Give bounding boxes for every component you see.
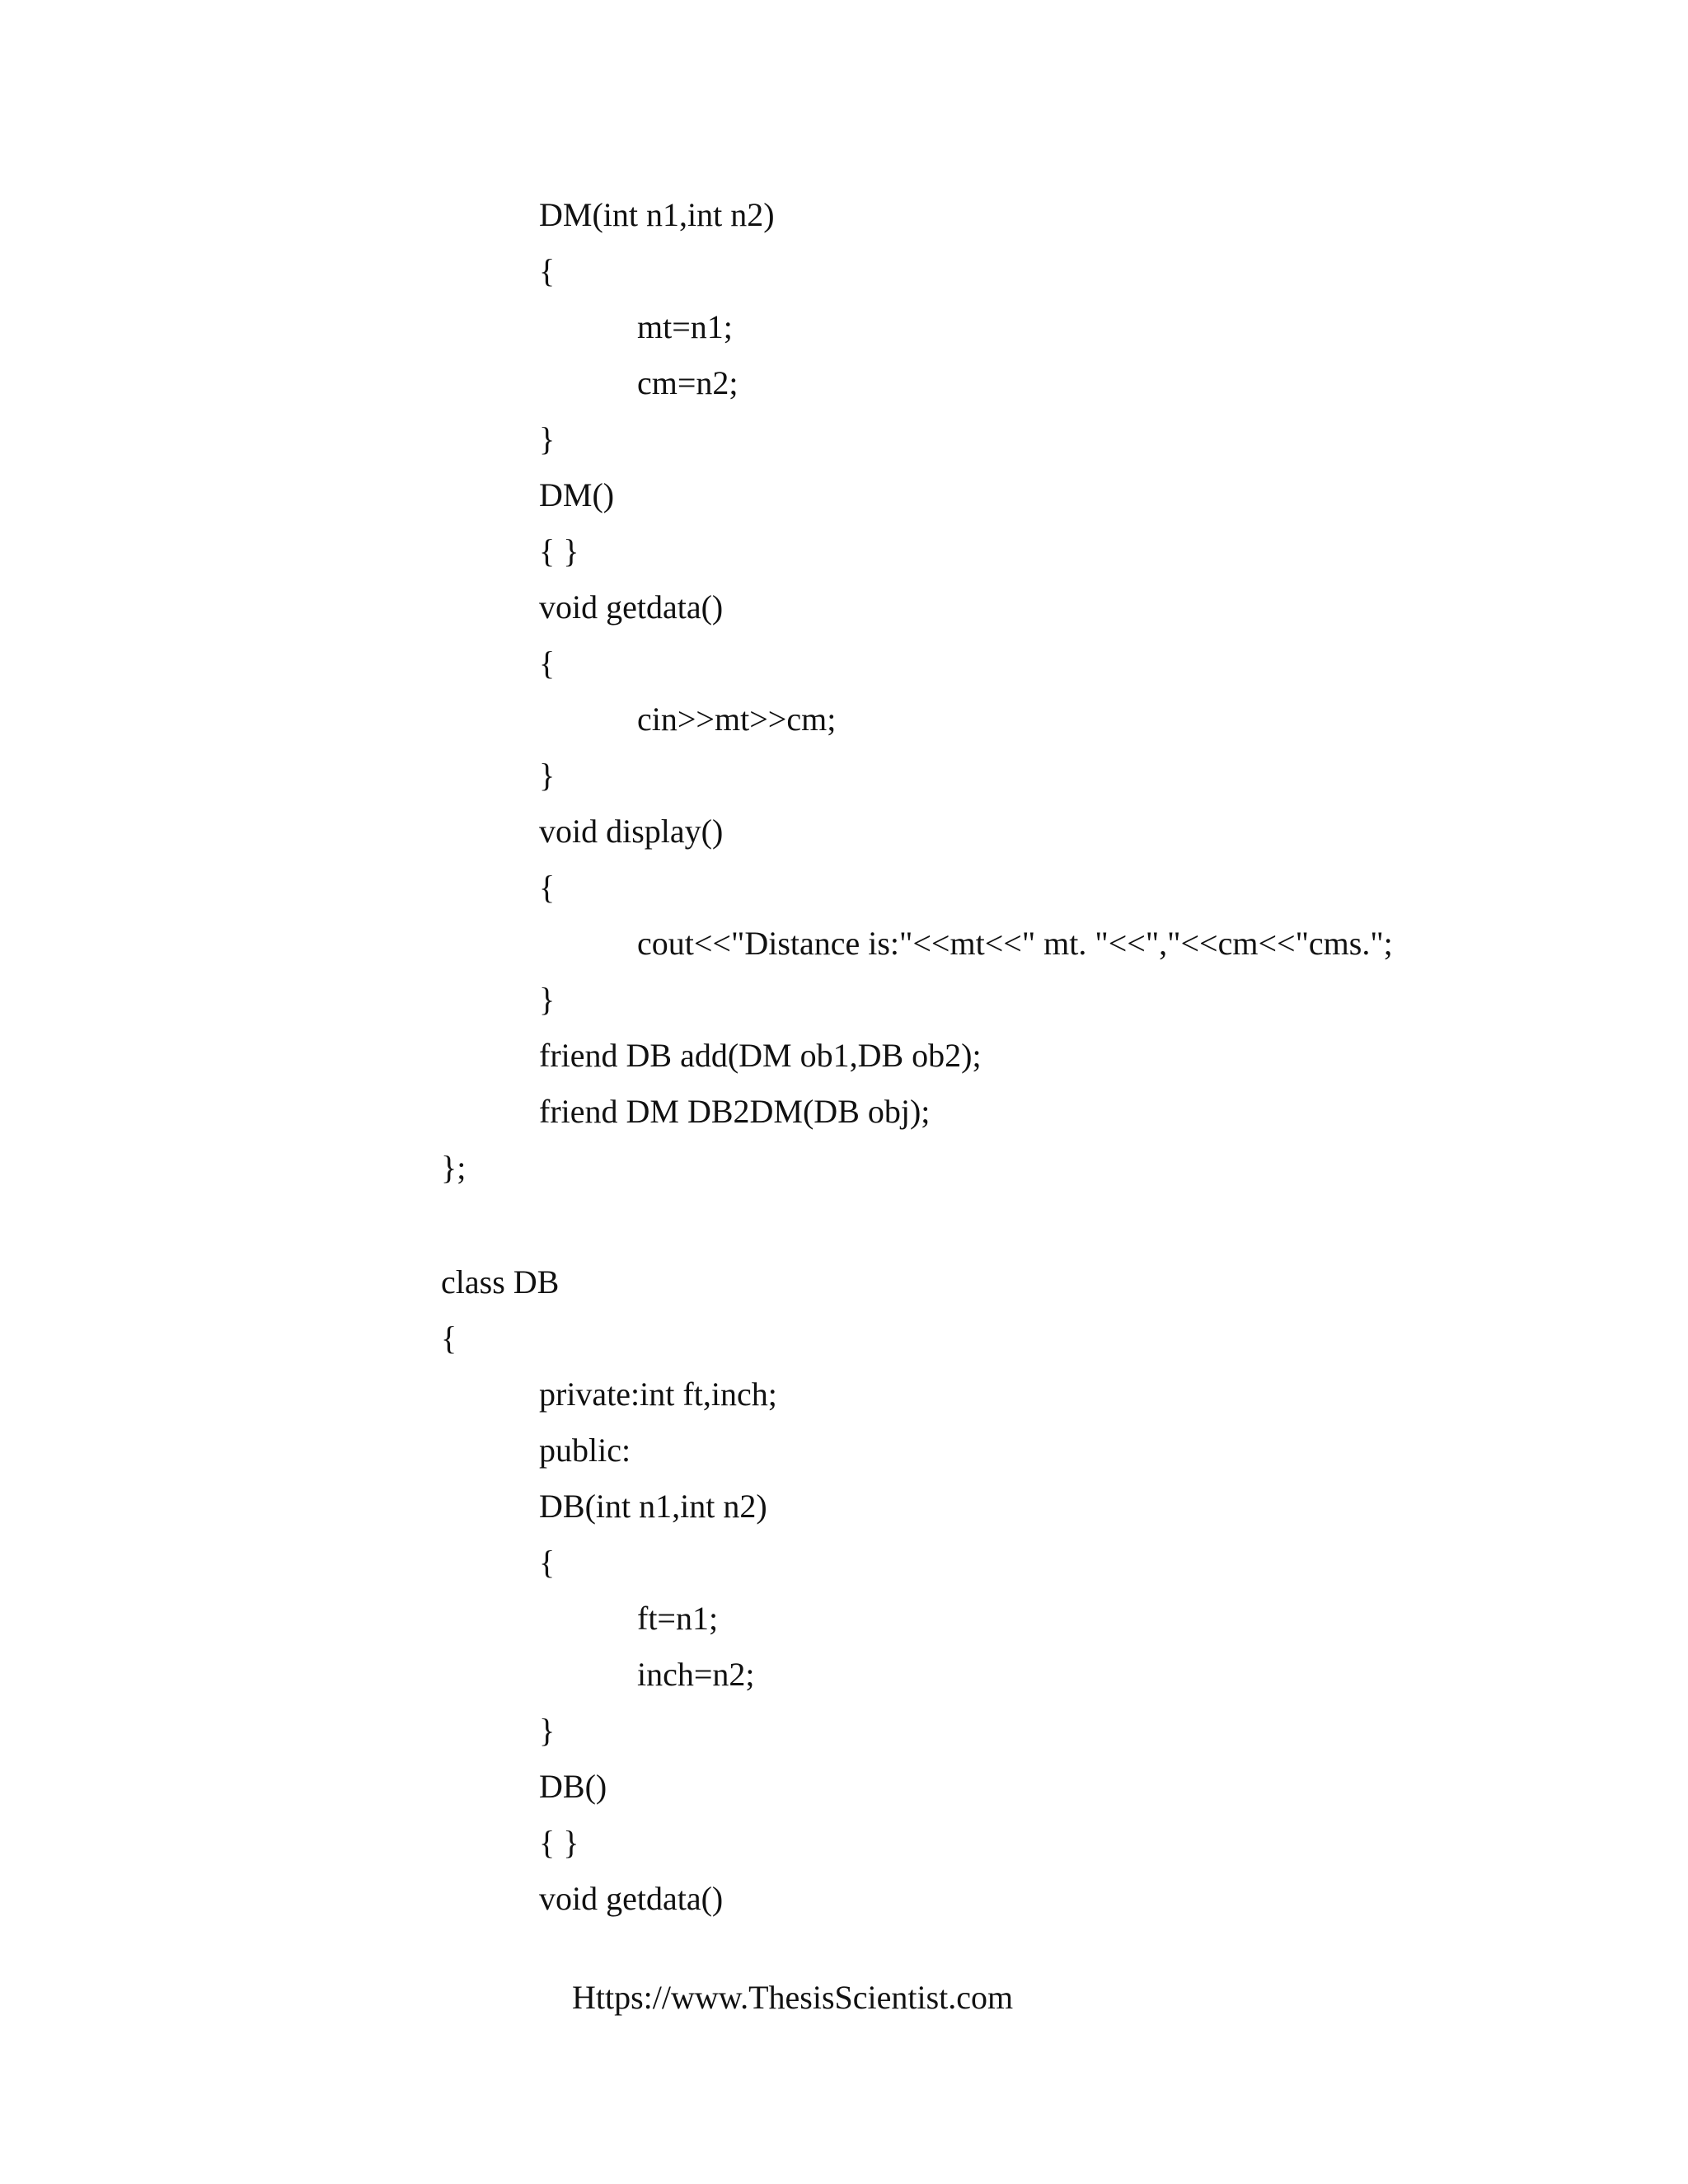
code-line: { (539, 252, 556, 289)
code-line: DM() (539, 476, 615, 513)
footer-url: Https://www.ThesisScientist.com (572, 1979, 1014, 2016)
code-line: { (539, 869, 556, 906)
code-line: { (539, 1544, 556, 1581)
code-line: public: (539, 1432, 631, 1469)
code-line: class DB (441, 1263, 560, 1301)
code-line: { } (539, 1824, 579, 1861)
code-line: cm=n2; (637, 364, 738, 401)
code-line: ft=n1; (637, 1600, 719, 1637)
code-line: friend DB add(DM ob1,DB ob2); (539, 1037, 982, 1074)
code-line: void getdata() (539, 588, 724, 626)
code-line: friend DM DB2DM(DB obj); (539, 1093, 931, 1130)
code-line: } (539, 757, 556, 794)
code-line: }; (441, 1149, 467, 1186)
code-line: private:int ft,inch; (539, 1376, 777, 1413)
code-line: { (441, 1319, 457, 1357)
code-line: { (539, 644, 556, 682)
code-line: cout<<"Distance is:"<<mt<<" mt. "<<","<<cm<<"cms."; (637, 925, 1393, 962)
code-line: DB() (539, 1768, 607, 1805)
code-line: { } (539, 532, 579, 569)
code-line: cin>>mt>>cm; (637, 701, 837, 738)
code-line: void getdata() (539, 1880, 724, 1917)
code-line: } (539, 1712, 556, 1749)
code-line: } (539, 420, 556, 457)
code-line: void display() (539, 813, 724, 850)
code-line: mt=n1; (637, 308, 733, 345)
code-line: inch=n2; (637, 1656, 755, 1693)
code-line: DB(int n1,int n2) (539, 1488, 767, 1525)
code-line: } (539, 981, 556, 1018)
code-line: DM(int n1,int n2) (539, 196, 775, 233)
